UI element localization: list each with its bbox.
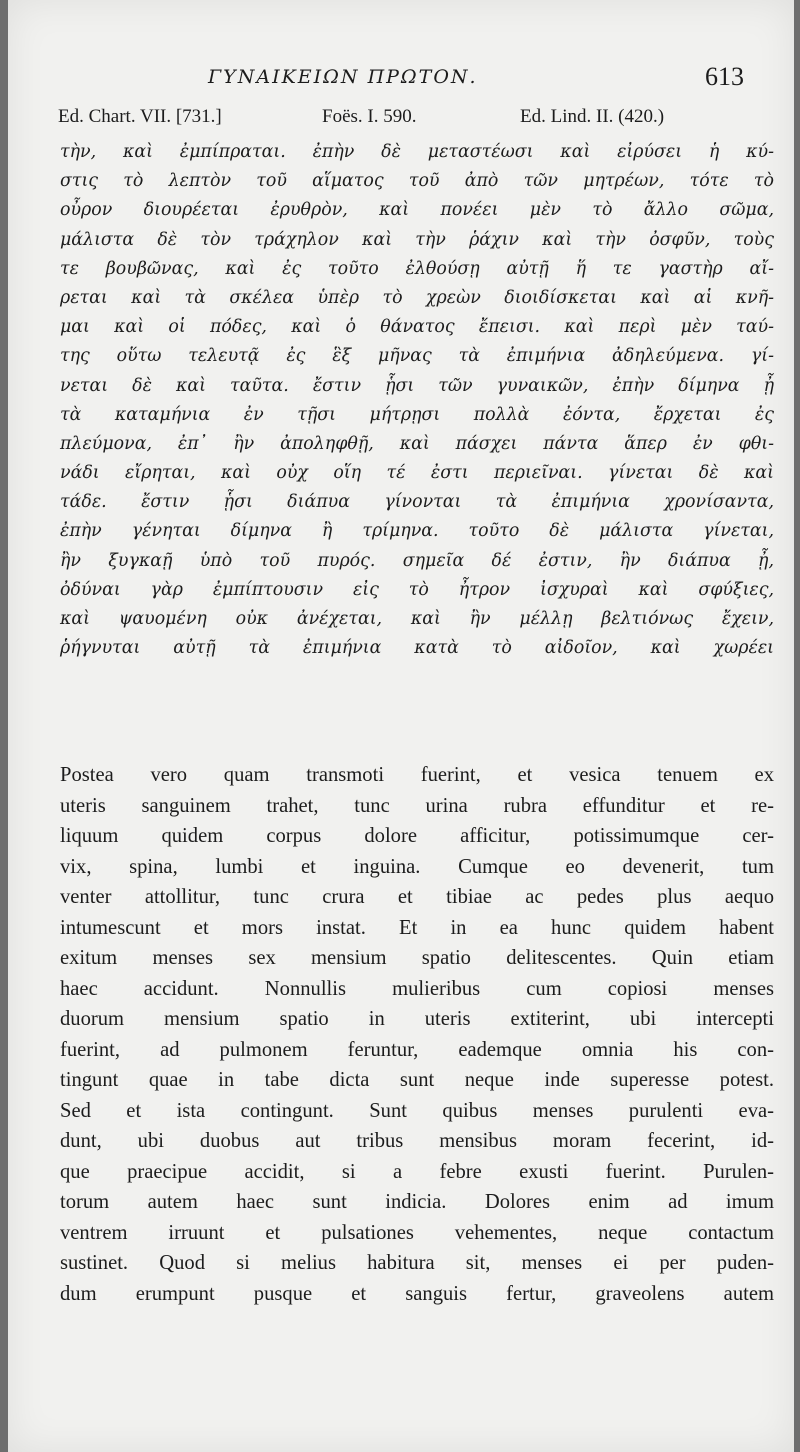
edition-chartier: Ed. Chart. VII. [731.] [58, 106, 222, 127]
latin-line: sustinet. Quod si melius habitura sit, menses ei per puden- [60, 1252, 774, 1274]
greek-text-block [60, 138, 774, 663]
greek-line: ὀδύναι γὰρ ἐμπίπτουσιν εἰς τὸ ἦτρον ἰσχυραὶ καὶ σφύξιες, [60, 579, 774, 600]
page-header [8, 60, 794, 100]
edition-linden: Ed. Lind. II. (420.) [520, 106, 665, 127]
greek-line: μαι καὶ οἱ πόδες, καὶ ὁ θάνατος ἔπεισι. καὶ περὶ μὲν ταύ- [60, 317, 774, 338]
latin-line: fuerint, ad pulmonem feruntur, eademque omnia his con- [60, 1038, 774, 1061]
greek-line: ἐπὴν γένηται δίμηνα ἢ τρίμηνα. τοῦτο δὲ μάλιστα γίνεται, [60, 521, 774, 542]
greek-line: ἢν ξυγκαῇ ὑπὸ τοῦ πυρός. σημεῖα δέ ἐστιν, ἢν διάπυα ᾖ, [60, 550, 774, 571]
latin-line: que praecipue accidit, si a febre exusti fuerint. Purulen- [60, 1160, 774, 1183]
latin-line: liquum quidem corpus dolore afficitur, potissimumque cer- [60, 825, 774, 847]
latin-line: ventrem irruunt et pulsationes vehementes, neque contactum [60, 1221, 774, 1244]
greek-line: μάλιστα δὲ τὸν τράχηλον καὶ τὴν ῥάχιν καὶ τὴν ὀσφῦν, τοὺς [60, 229, 774, 250]
latin-line: uteris sanguinem trahet, tunc urina rubra effunditur et re- [60, 794, 774, 817]
running-title: ΓΥΝΑΙΚΕΙΩΝ ΠΡΩΤΟΝ. [208, 66, 478, 88]
latin-line: haec accidunt. Nonnullis mulieribus cum copiosi menses [60, 977, 774, 1000]
greek-line: νάδι εἴρηται, καὶ οὐχ οἵη τέ ἐστι περιεῖναι. γίνεται δὲ καὶ [60, 463, 774, 484]
latin-line: duorum mensium spatio in uteris extiterint, ubi intercepti [60, 1008, 774, 1030]
latin-line: venter attollitur, tunc crura et tibiae ac pedes plus aequo [60, 886, 774, 908]
latin-text-block [60, 760, 774, 1309]
page-number: 613 [705, 62, 744, 91]
latin-line: torum autem haec sunt indicia. Dolores enim ad imum [60, 1191, 774, 1213]
edition-foesius: Foës. I. 590. [322, 106, 417, 127]
latin-line: intumescunt et mors instat. Et in ea hunc quidem habent [60, 916, 774, 939]
latin-line: tingunt quae in tabe dicta sunt neque inde superesse potest. [60, 1069, 774, 1091]
greek-line: καὶ ψαυομένη οὐκ ἀνέχεται, καὶ ἢν μέλλῃ βελτιόνως ἔχειν, [60, 609, 774, 629]
greek-line: τάδε. ἔστιν ᾗσι διάπυα γίνονται τὰ ἐπιμήνια χρονίσαντα, [60, 492, 774, 513]
greek-line: τὰ καταμήνια ἐν τῇσι μήτρῃσι πολλὰ ἐόντα, ἔρχεται ἐς [60, 404, 774, 425]
greek-line: οὖρον διουρέεται ἐρυθρὸν, καὶ πονέει μὲν τὸ ἄλλο σῶμα, [60, 200, 774, 221]
greek-line: νεται δὲ καὶ ταῦτα. ἔστιν ᾗσι τῶν γυναικῶν, ἐπὴν δίμηνα ᾖ [60, 375, 774, 396]
greek-line: τε βουβῶνας, καὶ ἐς τοῦτο ἐλθούσῃ αὐτῇ ἥ τε γαστὴρ αἴ- [60, 258, 774, 279]
greek-line: ρεται καὶ τὰ σκέλεα ὑπὲρ τὸ χρεὼν διοιδίσκεται καὶ αἱ κνῆ- [60, 287, 774, 308]
edition-references [56, 106, 776, 134]
latin-line: vix, spina, lumbi et inguina. Cumque eo devenerit, tum [60, 855, 774, 878]
latin-line: exitum menses sex mensium spatio delitescentes. Quin etiam [60, 947, 774, 969]
latin-line: dunt, ubi duobus aut tribus mensibus moram fecerint, id- [60, 1130, 774, 1152]
latin-line: dum erumpunt pusque et sanguis fertur, graveolens autem [60, 1282, 774, 1305]
greek-line: της οὕτω τελευτᾷ ἐς ἓξ μῆνας τὰ ἐπιμήνια ἀδηλεύμενα. γί- [60, 346, 774, 367]
greek-line: στις τὸ λεπτὸν τοῦ αἵματος τοῦ ἀπὸ τῶν μητρέων, τότε τὸ [60, 171, 774, 192]
greek-line: πλεύμονα, ἐπ᾽ ἢν ἀποληφθῇ, καὶ πάσχει πάντα ἅπερ ἐν φθι- [60, 433, 774, 454]
latin-line: Sed et ista contingunt. Sunt quibus menses purulenti eva- [60, 1099, 774, 1122]
book-page [8, 0, 794, 1452]
latin-line: Postea vero quam transmoti fuerint, et vesica tenuem ex [60, 764, 774, 786]
greek-line: ῥήγνυται αὐτῇ τὰ ἐπιμήνια κατὰ τὸ αἰδοῖον, καὶ χωρέει [60, 638, 774, 659]
greek-line: τὴν, καὶ ἐμπίπραται. ἐπὴν δὲ μεταστέωσι καὶ εἰρύσει ἡ κύ- [60, 142, 774, 162]
